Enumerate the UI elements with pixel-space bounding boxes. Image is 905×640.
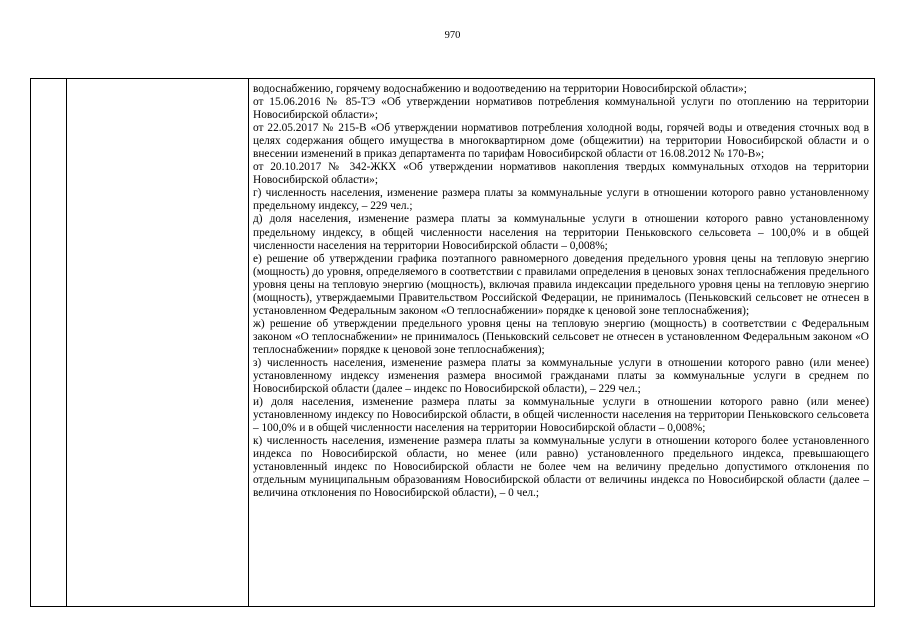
paragraph: и) доля населения, изменение размера платы за коммунальные услуги в отношении которого равно (или менее) установленному индексу по Новосибирской области, в общей численности населения на территории Пеньковского сельсовета – 100,0% и в общей численности населения на территории Новосибирской области – 0,008%;: [253, 396, 869, 435]
paragraph: водоснабжению, горячему водоснабжению и водоотведению на территории Новосибирской области»;: [253, 83, 747, 95]
column-divider-1: [66, 79, 67, 606]
paragraph: з) численность населения, изменение размера платы за коммунальные услуги в отношении которого равно (или менее) установленному индексу изменения размера вносимой гражданами платы за коммунальные услуги в среднем по Новосибирской области (далее – индекс по Новосибирской области), – 229 чел.;: [253, 356, 869, 396]
paragraph: г) численность населения, изменение размера платы за коммунальные услуги в отношении которого равно установленному предельному индексу, – 229 чел.;: [253, 187, 869, 213]
page-number: 970: [444, 30, 461, 41]
paragraph: от 20.10.2017 № 342-ЖКХ «Об утверждении нормативов накопления твердых коммунальных отходов на территории Новосибирской области»;: [253, 161, 869, 187]
document-table: [30, 78, 875, 607]
paragraph: от 15.06.2016 № 85-ТЭ «Об утверждении нормативов потребления коммунальной услуги по отоплению на территории Новосибирской области»;: [253, 96, 869, 122]
table-cell-text: [253, 83, 869, 501]
paragraph: ж) решение об утверждении предельного уровня цены на тепловую энергию (мощность) в соответствии с Федеральным законом «О теплоснабжении» не принималось (Пеньковский сельсовет не отнесен в установленном Федеральным законом «О теплоснабжении» порядке к ценовой зоне теплоснабжения);: [253, 317, 869, 356]
column-divider-2: [248, 79, 249, 606]
paragraph: е) решение об утверждении графика поэтапного равномерного доведения предельного уровня цены на тепловую энергию (мощность) до уровня, определяемого в соответствии с правилами определения в ценовых зонах теплоснабжения предельного уровня цены на тепловую энергию (мощность), включая правила индексации предельного уровня цены на тепловую энергию (мощность), утверждаемыми Правительством Российской Федерации, не принималось (Пеньковский сельсовет не отнесен в установленном Федеральным законом «О теплоснабжении» порядке к ценовой зоне теплоснабжения);: [253, 252, 869, 317]
paragraph: от 22.05.2017 № 215-В «Об утверждении нормативов потребления холодной воды, горячей воды и отведения сточных вод в целях содержания общего имущества в многоквартирном доме (общежитии) на территории Новосибирской области и о внесении изменений в приказ департамента по тарифам Новосибирской области от 16.08.2012 № 170-В»;: [253, 122, 869, 161]
paragraph: к) численность населения, изменение размера платы за коммунальные услуги в отношении которого более установленного индекса по Новосибирской области, но менее (или равно) установленного предельного индекса, превышающего установленный индекс по Новосибирской области не более чем на величину предельно допустимого отклонения по отдельным муниципальным образованиям Новосибирской области от величины индекса по Новосибирской области (далее – величина отклонения по Новосибирской области), – 0 чел.;: [253, 435, 869, 500]
paragraph: д) доля населения, изменение размера платы за коммунальные услуги в отношении которого равно установленному предельному индексу, в общей численности населения на территории Пеньковского сельсовета – 100,0% и в общей численности населения на территории Новосибирской области – 0,008%;: [253, 213, 869, 252]
